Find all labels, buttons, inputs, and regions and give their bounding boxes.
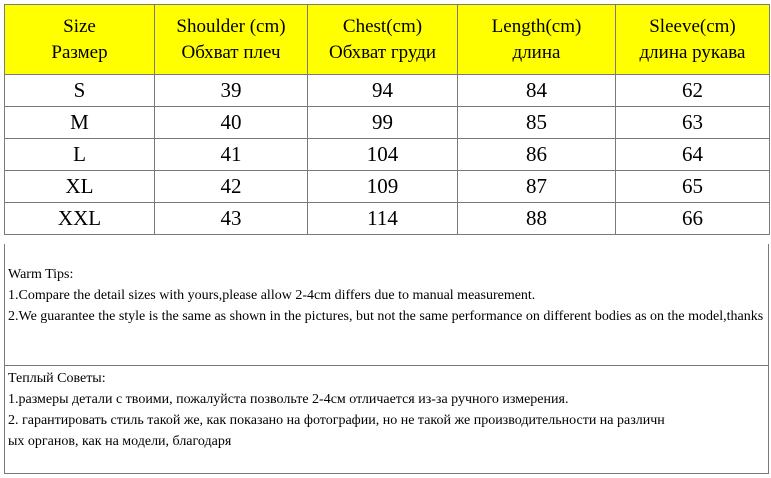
header-length-en: Length(cm)	[491, 15, 582, 37]
warm-tips-ru-line-1: 1.размеры детали с твоими, пожалуйста позвольте 2-4см отличается из-за ручного измерения.	[8, 392, 569, 407]
cell-shoulder: 42	[155, 171, 308, 203]
header-sleeve	[616, 5, 770, 75]
table-row	[5, 203, 770, 235]
cell-chest: 94	[308, 75, 458, 107]
cell-size: M	[5, 107, 155, 139]
cell-sleeve: 63	[616, 107, 770, 139]
header-row	[5, 5, 770, 75]
cell-shoulder: 43	[155, 203, 308, 235]
cell-length: 85	[458, 107, 616, 139]
warm-tips-ru-line-2a: 2. гарантировать стиль такой же, как показано на фотографии, но не такой же производительности на различн	[8, 413, 665, 428]
cell-size: L	[5, 139, 155, 171]
header-length-ru: длина	[512, 41, 561, 63]
header-sleeve-ru: длина рукава	[639, 41, 746, 63]
warm-tips-ru-line-2	[8, 410, 765, 452]
cell-length: 84	[458, 75, 616, 107]
header-size	[5, 5, 155, 75]
warm-tips-line-1: 1.Compare the detail sizes with yours,please allow 2-4cm differs due to manual measurement.	[8, 288, 536, 303]
warm-tips-ru-line-2b: ых органов, как на модели, благодаря	[8, 434, 232, 449]
cell-sleeve: 62	[616, 75, 770, 107]
cell-sleeve: 64	[616, 139, 770, 171]
size-chart	[4, 4, 769, 474]
table-row	[5, 75, 770, 107]
cell-size: S	[5, 75, 155, 107]
header-length	[458, 5, 616, 75]
size-table	[4, 4, 770, 235]
cell-shoulder: 39	[155, 75, 308, 107]
header-chest	[308, 5, 458, 75]
table-row	[5, 171, 770, 203]
warm-tips-title: Warm Tips:	[8, 267, 74, 282]
header-shoulder-ru: Обхват плеч	[181, 41, 281, 63]
table-row	[5, 139, 770, 171]
header-chest-ru: Обхват груди	[328, 41, 437, 63]
header-sleeve-en: Sleeve(cm)	[649, 15, 736, 37]
cell-size: XXL	[5, 203, 155, 235]
cell-length: 88	[458, 203, 616, 235]
cell-size: XL	[5, 171, 155, 203]
warm-tips-russian	[4, 366, 769, 474]
warm-tips-line-2: 2.We guarantee the style is the same as shown in the pictures, but not the same performance on different bodies as on the model,thanks	[8, 309, 764, 324]
header-size-en: Size	[63, 15, 96, 37]
cell-shoulder: 40	[155, 107, 308, 139]
cell-chest: 104	[308, 139, 458, 171]
table-row	[5, 107, 770, 139]
header-chest-en: Chest(cm)	[342, 15, 423, 37]
header-shoulder	[155, 5, 308, 75]
cell-length: 86	[458, 139, 616, 171]
header-size-ru: Размер	[51, 41, 108, 63]
warm-tips-ru-title: Теплый Советы:	[8, 371, 106, 386]
cell-shoulder: 41	[155, 139, 308, 171]
header-shoulder-en: Shoulder (cm)	[176, 15, 286, 37]
cell-chest: 99	[308, 107, 458, 139]
cell-chest: 114	[308, 203, 458, 235]
cell-chest: 109	[308, 171, 458, 203]
cell-length: 87	[458, 171, 616, 203]
cell-sleeve: 65	[616, 171, 770, 203]
cell-sleeve: 66	[616, 203, 770, 235]
warm-tips-english	[4, 244, 769, 366]
